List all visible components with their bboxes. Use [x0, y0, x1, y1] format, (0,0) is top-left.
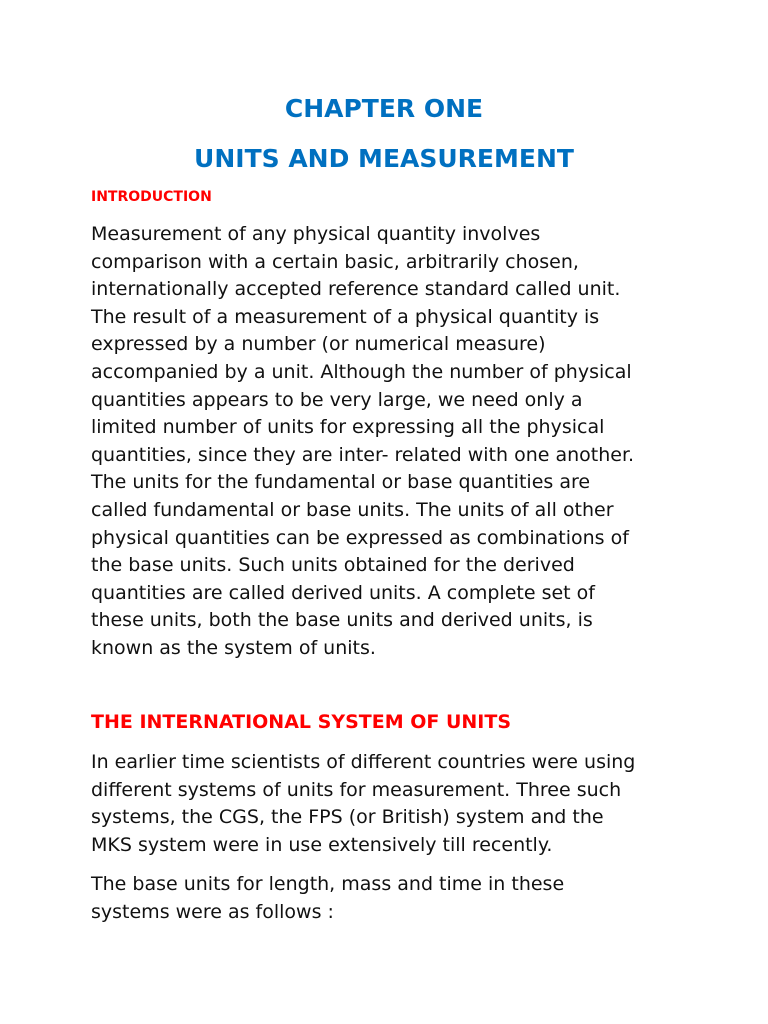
introduction-heading: INTRODUCTION: [91, 189, 212, 205]
earlier-systems-paragraph: In earlier time scientists of different countries were using different systems of units for measurement. Three such systems, the CGS, the FPS (or British) system and the MKS system were in use extensively till recently.: [91, 751, 636, 856]
chapter-title: UNITS AND MEASUREMENT: [194, 144, 574, 173]
chapter-number-title: CHAPTER ONE: [284, 94, 484, 123]
introduction-paragraph: Measurement of any physical quantity involves comparison with a certain basic, arbitrarily chosen, internationally accepted reference standard called unit. The result of a measurement of a physical quantity is expressed by a number (or numerical measure) accompanied by a unit. Although the number of physical quantities appears to be very large, we need only a limited number of units for expressing all the physical quantities, since they are inter- related with one another. The units for the fundamental or base quantities are called fundamental or base units. The units of all other physical quantities can be expressed as combinations of the base units. Such units obtained for the derived quantities are called derived units. A complete set of these units, both the base units and derived units, is known as the system of units.: [91, 223, 635, 659]
base-units-paragraph: The base units for length, mass and time in these systems were as follows :: [91, 873, 565, 923]
international-system-heading: THE INTERNATIONAL SYSTEM OF UNITS: [91, 711, 512, 733]
